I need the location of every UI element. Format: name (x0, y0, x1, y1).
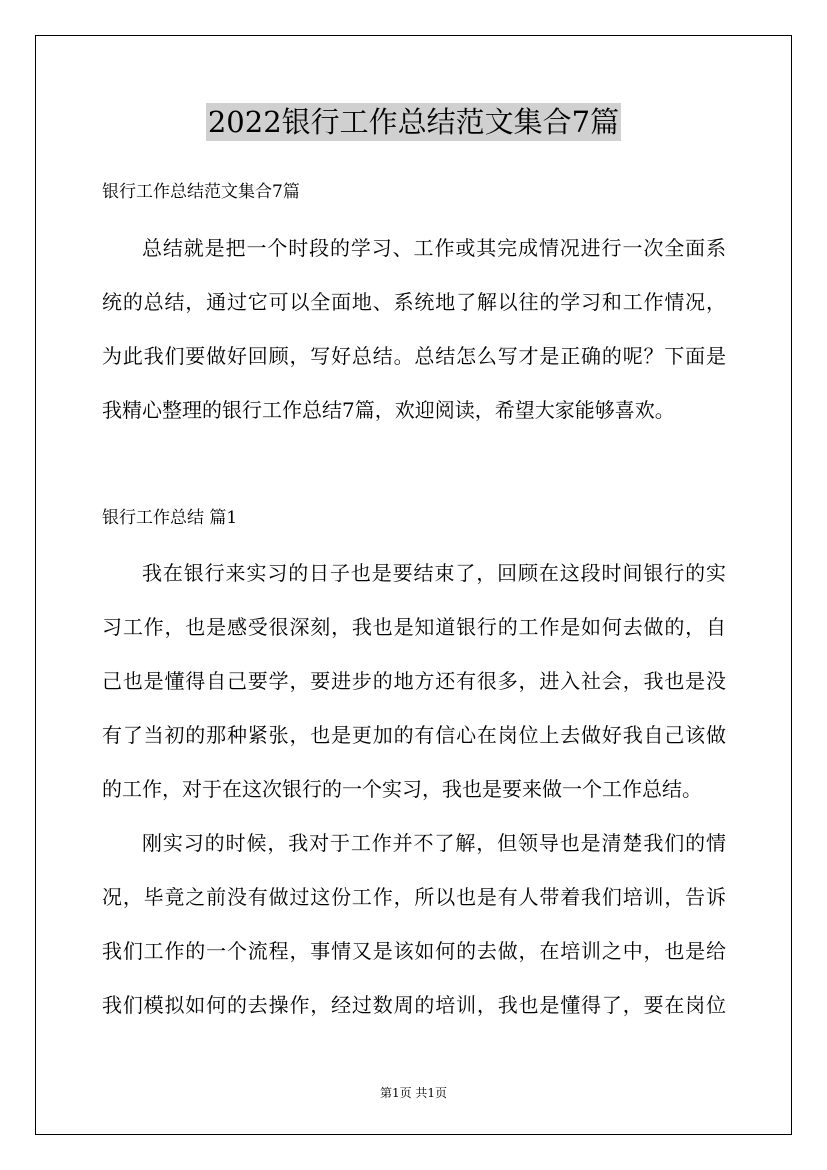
title-wrap (0, 103, 827, 141)
paragraph-line: 总结就是把一个时段的学习、工作或其完成情况进行一次全面系 (142, 236, 726, 260)
paragraph-line: 己也是懂得自己要学，要进步的地方还有很多，进入社会，我也是没 (102, 669, 726, 693)
paragraph-line: 习工作，也是感受很深刻，我也是知道银行的工作是如何去做的，自 (102, 615, 726, 639)
paragraph-line: 统的总结，通过它可以全面地、系统地了解以往的学习和工作情况， (102, 290, 726, 314)
section1-paragraph-2 (102, 816, 726, 1032)
paragraph-line: 我们工作的一个流程，事情又是该如何的去做，在培训之中，也是给 (102, 939, 726, 963)
paragraph-line: 我们模拟如何的去操作，经过数周的培训，我也是懂得了，要在岗位 (102, 993, 726, 1017)
section1-paragraph-1 (102, 546, 726, 816)
document-subtitle: 银行工作总结范文集合7篇 (102, 182, 300, 202)
document-title: 2022银行工作总结范文集合7篇 (207, 105, 620, 139)
paragraph-line: 况，毕竟之前没有做过这份工作，所以也是有人带着我们培训，告诉 (102, 885, 726, 909)
intro-paragraph (102, 221, 726, 437)
paragraph-line: 我精心整理的银行工作总结7篇，欢迎阅读，希望大家能够喜欢。 (102, 398, 675, 422)
section-heading: 银行工作总结 篇1 (102, 508, 238, 528)
paragraph-line: 为此我们要做好回顾，写好总结。总结怎么写才是正确的呢？下面是 (102, 344, 726, 368)
page-footer: 第1页 共1页 (379, 1086, 448, 1100)
paragraph-line: 刚实习的时候，我对于工作并不了解，但领导也是清楚我们的情 (142, 831, 726, 855)
paragraph-line: 的工作，对于在这次银行的一个实习，我也是要来做一个工作总结。 (102, 777, 702, 801)
paragraph-line: 有了当初的那种紧张，也是更加的有信心在岗位上去做好我自己该做 (102, 723, 726, 747)
paragraph-line: 我在银行来实习的日子也是要结束了，回顾在这段时间银行的实 (142, 561, 726, 585)
